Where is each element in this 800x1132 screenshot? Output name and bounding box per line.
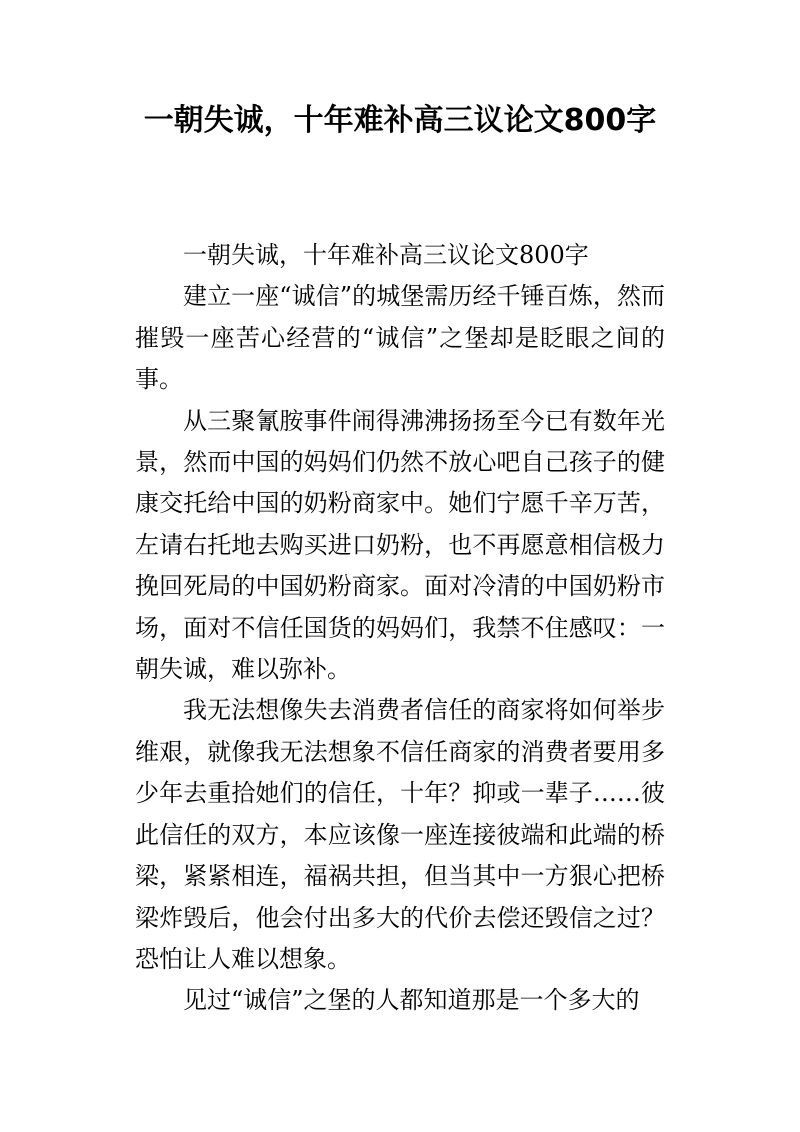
paragraph-subtitle: 一朝失诚，十年难补高三议论文800字 (183, 241, 589, 269)
paragraph: 从三聚氰胺事件闹得沸沸扬扬至今已有数年光景，然而中国的妈妈们仍然不放心吧自己孩子的健康交托给中国的奶粉商家中。她们宁愿千辛万苦，左请右托地去购买进口奶粉，也不再愿意相信极力挽回死局的中国奶粉商家。面对冷清的中国奶粉市场，面对不信任国货的妈妈们，我禁不住感叹：一朝失诚，难以弥补。 (135, 406, 665, 684)
paragraph: 见过“诚信”之堡的人都知道那是一个多大的 (183, 986, 640, 1015)
document-title: 一朝失诚，十年难补高三议论文800字 (143, 103, 657, 138)
document-body (135, 235, 665, 1022)
paragraph: 建立一座“诚信”的城堡需历经千锤百炼，然而摧毁一座苦心经营的“诚信”之堡却是眨眼之间的事。 (135, 282, 665, 394)
paragraph: 我无法想像失去消费者信任的商家将如何举步维艰，就像我无法想象不信任商家的消费者要用多少年去重拾她们的信任，十年？抑或一辈子……彼此信任的双方，本应该像一座连接彼端和此端的桥梁，紧紧相连，福祸共担，但当其中一方狠心把桥梁炸毁后，他会付出多大的代价去偿还毁信之过？恐怕让人难以想象。 (135, 696, 665, 973)
